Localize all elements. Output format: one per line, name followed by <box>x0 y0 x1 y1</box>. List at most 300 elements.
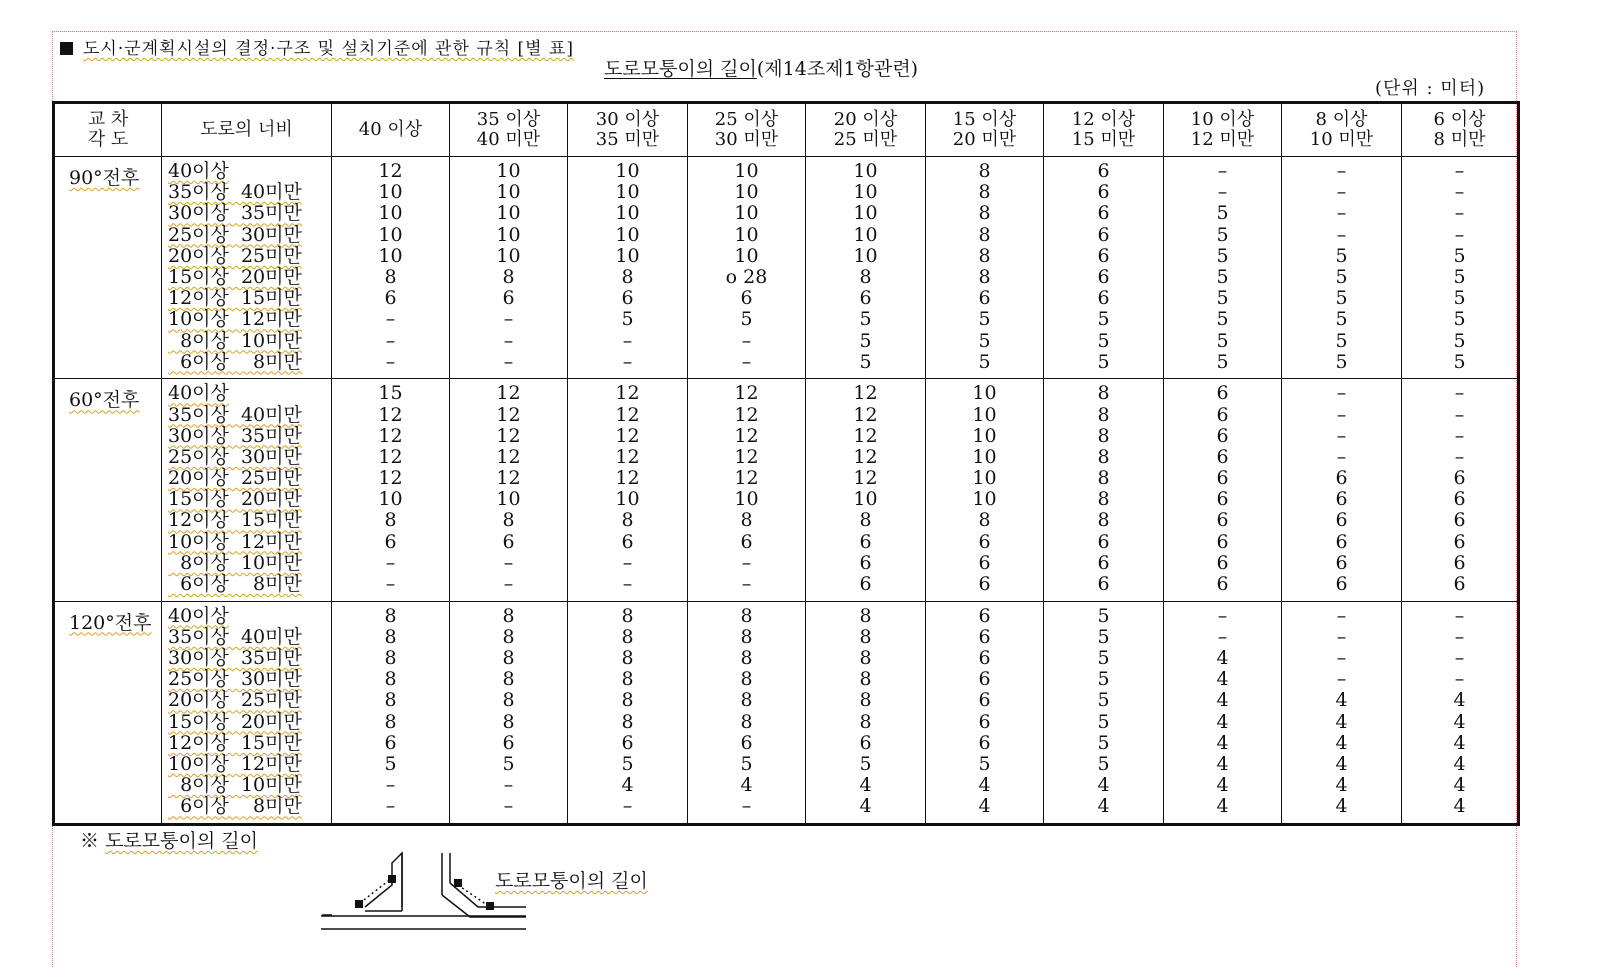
value-column-cell <box>1402 601 1519 824</box>
corner-length-value: 8 <box>859 647 872 669</box>
corner-length-value: – <box>1336 223 1347 246</box>
corner-length-value: 8 <box>1097 403 1110 426</box>
corner-length-value: – <box>385 774 396 797</box>
corner-length-value: 10 <box>496 488 521 511</box>
corner-length-value: 5 <box>1097 710 1110 733</box>
corner-length-value: 4 <box>1216 647 1229 669</box>
corner-length-value: 4 <box>978 774 991 797</box>
corner-length-value: 8 <box>384 710 397 733</box>
corner-length-value: – <box>503 350 514 373</box>
corner-length-value: 8 <box>978 181 991 204</box>
value-column-cell <box>568 379 688 601</box>
corner-length-value: 5 <box>1216 350 1229 373</box>
corner-length-value: 6 <box>1453 509 1466 532</box>
corner-length-value: 10 <box>496 244 521 267</box>
corner-length-value: 10 <box>496 181 521 204</box>
value-column-cell <box>806 157 926 379</box>
corner-length-value: 5 <box>502 752 515 775</box>
corner-length-value: 6 <box>1097 244 1110 267</box>
corner-length-value: 12 <box>615 445 640 468</box>
corner-length-value: 5 <box>978 308 991 331</box>
corner-length-value: 6 <box>978 689 991 712</box>
table-title-main: 도로모퉁이의 길이 <box>604 58 757 80</box>
corner-length-value: 4 <box>1453 689 1466 712</box>
header-text: 8 이상 <box>1315 109 1368 130</box>
corner-length-value: 5 <box>1097 752 1110 775</box>
corner-length-value: 5 <box>1216 308 1229 331</box>
corner-length-value: 8 <box>1097 467 1110 490</box>
corner-length-value: 4 <box>859 774 872 797</box>
document-title: 도시·군계획시설의 결정·구조 및 설치기준에 관한 규칙 [별 표] <box>83 39 575 59</box>
corner-length-value: 10 <box>378 244 403 267</box>
value-column-cell <box>568 157 688 379</box>
corner-length-value: 6 <box>740 287 753 310</box>
corner-length-value: 8 <box>740 689 753 712</box>
value-column-cell <box>1402 157 1519 379</box>
value-column-cell <box>1044 379 1164 601</box>
corner-length-value: 6 <box>978 573 991 595</box>
header-cell <box>806 103 926 157</box>
corner-length-value: – <box>741 795 752 818</box>
corner-length-value: 4 <box>1216 795 1229 818</box>
angle-cell: 120°전후 <box>54 601 162 824</box>
header-text: 25 미만 <box>833 129 898 150</box>
corner-length-value: 8 <box>859 710 872 733</box>
corner-length-value: – <box>741 573 752 595</box>
road-width-label: 6이상 8미만 <box>168 350 302 373</box>
corner-length-value: 6 <box>978 710 991 733</box>
corner-length-value: 8 <box>621 265 634 288</box>
corner-length-value: 6 <box>978 551 991 574</box>
corner-length-value: 6 <box>1216 467 1229 490</box>
header-cell <box>332 103 450 157</box>
corner-length-value: 8 <box>978 509 991 532</box>
header-cell <box>1402 103 1519 157</box>
corner-length-value: 8 <box>978 244 991 267</box>
header-text: 15 이상 <box>952 109 1017 130</box>
corner-length-value: 6 <box>1216 382 1229 405</box>
header-text: 도로의 너비 <box>200 119 293 140</box>
corner-length-value: 6 <box>1097 530 1110 553</box>
road-width-label: 30이상 35미만 <box>168 202 302 225</box>
corner-length-value: 6 <box>978 668 991 691</box>
road-width-label: 25이상 30미만 <box>168 223 302 246</box>
value-column-cell <box>450 379 568 601</box>
corner-length-value: 5 <box>740 308 753 331</box>
corner-length-value: – <box>1454 202 1465 225</box>
corner-length-value: 4 <box>1335 710 1348 733</box>
corner-length-value: 6 <box>1097 265 1110 288</box>
page-margin-top <box>52 31 1517 32</box>
corner-length-value: – <box>1336 202 1347 225</box>
corner-length-value: 12 <box>496 403 521 426</box>
corner-length-value: 12 <box>615 403 640 426</box>
corner-length-value: – <box>1336 424 1347 447</box>
corner-length-value: 5 <box>978 752 991 775</box>
corner-length-value: 6 <box>1335 467 1348 490</box>
value-column-cell <box>1282 601 1402 824</box>
header-text: 40 이상 <box>358 119 423 140</box>
corner-length-value: – <box>385 308 396 331</box>
corner-length-value: 10 <box>972 382 997 405</box>
corner-length-value: 8 <box>740 668 753 691</box>
road-width-label: 20이상 25미만 <box>168 689 302 712</box>
corner-length-value: – <box>1217 625 1228 648</box>
footnote <box>80 826 258 853</box>
road-width-label: 6이상 8미만 <box>168 795 302 818</box>
road-width-label: 40이상 <box>168 160 229 182</box>
corner-length-value: – <box>1454 160 1465 182</box>
corner-length-value: 12 <box>496 445 521 468</box>
corner-length-value: 6 <box>1335 488 1348 511</box>
corner-length-value: 10 <box>853 488 878 511</box>
corner-length-value: 8 <box>859 668 872 691</box>
table-title-ref: (제14조제1항관련) <box>756 58 919 80</box>
corner-length-value: 5 <box>1097 308 1110 331</box>
corner-length-value: 8 <box>740 509 753 532</box>
corner-length-value: – <box>1336 181 1347 204</box>
corner-length-value: 6 <box>384 731 397 754</box>
corner-length-value: 8 <box>978 160 991 182</box>
corner-length-value: 10 <box>378 202 403 225</box>
corner-point-icon <box>454 879 462 887</box>
corner-length-value: 6 <box>978 731 991 754</box>
corner-point-icon <box>486 902 494 910</box>
corner-length-value: 5 <box>1216 244 1229 267</box>
corner-length-value: 6 <box>978 625 991 648</box>
header-text: 30 이상 <box>595 109 660 130</box>
corner-length-value: 10 <box>496 223 521 246</box>
corner-length-value: 5 <box>1216 287 1229 310</box>
corner-length-value: 12 <box>378 160 403 182</box>
corner-length-value: 10 <box>853 181 878 204</box>
corner-length-value: 5 <box>1335 265 1348 288</box>
corner-length-value: – <box>622 350 633 373</box>
corner-length-value: 4 <box>740 774 753 797</box>
corner-length-value: 6 <box>1216 509 1229 532</box>
value-column-cell <box>926 601 1044 824</box>
road-width-label: 35이상 40미만 <box>168 181 302 204</box>
corner-length-value: 10 <box>615 488 640 511</box>
corner-length-value: 8 <box>740 710 753 733</box>
header-text: 12 이상 <box>1071 109 1136 130</box>
corner-length-value: 10 <box>378 181 403 204</box>
value-column-cell <box>332 601 450 824</box>
corner-length-value: 8 <box>384 625 397 648</box>
corner-length-value: 12 <box>853 424 878 447</box>
corner-length-value: 4 <box>1335 752 1348 775</box>
road-width-label: 8이상 10미만 <box>168 329 302 352</box>
corner-length-value: 8 <box>1097 424 1110 447</box>
corner-length-value: 12 <box>378 467 403 490</box>
corner-length-value: 12 <box>734 424 759 447</box>
corner-length-value: 8 <box>502 668 515 691</box>
table-row <box>54 157 1519 379</box>
corner-length-value: 6 <box>1216 488 1229 511</box>
road-width-label: 12이상 15미만 <box>168 509 302 532</box>
corner-length-value: – <box>1336 403 1347 426</box>
value-column-cell <box>1164 379 1282 601</box>
corner-length-value: 12 <box>496 424 521 447</box>
value-column-cell <box>806 379 926 601</box>
corner-length-value: 6 <box>1335 573 1348 595</box>
corner-length-value: 8 <box>859 509 872 532</box>
header-cell <box>54 103 162 157</box>
corner-length-value: 5 <box>621 308 634 331</box>
width-list-cell <box>162 601 332 824</box>
corner-length-value: 8 <box>384 689 397 712</box>
corner-length-value: 10 <box>615 181 640 204</box>
corner-length-value: – <box>1454 668 1465 691</box>
corner-length-value: 5 <box>1335 350 1348 373</box>
corner-length-value: 6 <box>1216 403 1229 426</box>
corner-length-value: 8 <box>978 223 991 246</box>
road-width-label: 15이상 20미만 <box>168 488 302 511</box>
corner-length-value: – <box>385 551 396 574</box>
corner-length-value: 6 <box>1097 551 1110 574</box>
angle-cell: 60°전후 <box>54 379 162 601</box>
corner-length-value: 8 <box>1097 445 1110 468</box>
corner-length-value: 8 <box>384 604 397 627</box>
corner-length-value: 8 <box>502 710 515 733</box>
corner-length-value: 4 <box>1453 731 1466 754</box>
value-column-cell <box>332 379 450 601</box>
document-header <box>60 34 574 59</box>
corner-length-value: 6 <box>502 731 515 754</box>
corner-length-value: 12 <box>378 445 403 468</box>
corner-length-value: 5 <box>859 350 872 373</box>
corner-length-value: 4 <box>978 795 991 818</box>
corner-length-value: 8 <box>384 509 397 532</box>
corner-length-value: 4 <box>1216 689 1229 712</box>
corner-length-value: 5 <box>859 752 872 775</box>
header-text: 각 도 <box>87 129 129 150</box>
corner-length-value: 4 <box>1453 774 1466 797</box>
corner-length-value: 8 <box>384 647 397 669</box>
value-column-cell <box>688 601 806 824</box>
corner-length-value: 6 <box>621 731 634 754</box>
corner-length-value: 10 <box>378 223 403 246</box>
corner-length-value: – <box>385 350 396 373</box>
corner-length-value: – <box>1336 625 1347 648</box>
value-column-cell <box>926 379 1044 601</box>
corner-length-value: 10 <box>734 244 759 267</box>
diagram-label: 도로모퉁이의 길이 <box>495 870 648 892</box>
header-text: 20 미만 <box>952 129 1017 150</box>
header-text: 20 이상 <box>833 109 898 130</box>
corner-length-value: 8 <box>1097 382 1110 405</box>
corner-length-value: 5 <box>384 752 397 775</box>
corner-length-value: 4 <box>1216 752 1229 775</box>
corner-length-value: 8 <box>859 625 872 648</box>
corner-length-value: 10 <box>972 467 997 490</box>
corner-length-value: 5 <box>978 350 991 373</box>
corner-length-value: – <box>1454 647 1465 669</box>
corner-length-value: 6 <box>1453 551 1466 574</box>
corner-length-value: – <box>622 795 633 818</box>
corner-length-value: 5 <box>1216 202 1229 225</box>
corner-length-value: 6 <box>1335 530 1348 553</box>
header-text: 30 미만 <box>714 129 779 150</box>
road-width-label: 15이상 20미만 <box>168 710 302 733</box>
corner-length-value: – <box>503 329 514 352</box>
table-title <box>604 54 918 81</box>
road-width-label: 10이상 12미만 <box>168 308 302 331</box>
corner-length-value: – <box>622 329 633 352</box>
corner-length-value: 6 <box>1097 287 1110 310</box>
corner-length-value: 10 <box>615 223 640 246</box>
corner-length-value: – <box>1336 668 1347 691</box>
header-cell <box>568 103 688 157</box>
header-text: 35 이상 <box>476 109 541 130</box>
corner-length-value: 6 <box>1335 551 1348 574</box>
header-text: 10 이상 <box>1190 109 1255 130</box>
corner-length-value: 5 <box>978 329 991 352</box>
corner-length-value: 8 <box>502 604 515 627</box>
corner-length-value: 6 <box>859 551 872 574</box>
corner-length-value: 5 <box>1097 731 1110 754</box>
corner-length-value: 6 <box>1216 445 1229 468</box>
corner-length-value: 5 <box>1097 668 1110 691</box>
corner-length-value: 4 <box>1216 668 1229 691</box>
corner-length-value: 6 <box>859 573 872 595</box>
corner-length-value: 4 <box>859 795 872 818</box>
corner-length-value: 6 <box>859 731 872 754</box>
corner-length-value: 5 <box>1097 329 1110 352</box>
corner-length-value: 5 <box>1335 308 1348 331</box>
corner-length-value: 8 <box>859 689 872 712</box>
value-column-cell <box>806 601 926 824</box>
corner-length-value: – <box>741 350 752 373</box>
corner-length-value: 5 <box>1335 329 1348 352</box>
header-cell <box>688 103 806 157</box>
header-cell <box>1044 103 1164 157</box>
corner-length-value: 6 <box>1453 488 1466 511</box>
corner-length-value: 5 <box>859 329 872 352</box>
corner-length-value: 10 <box>615 160 640 182</box>
corner-length-value: 12 <box>853 403 878 426</box>
corner-length-value: – <box>1454 424 1465 447</box>
corner-length-value: 4 <box>1097 795 1110 818</box>
corner-length-value: 5 <box>1216 265 1229 288</box>
corner-length-value: – <box>741 329 752 352</box>
value-column-cell <box>1164 601 1282 824</box>
corner-length-value: 8 <box>384 265 397 288</box>
corner-length-value: 12 <box>853 382 878 405</box>
angle-cell: 90°전후 <box>54 157 162 379</box>
table-row <box>54 601 1519 824</box>
corner-length-value: 10 <box>496 160 521 182</box>
note-mark: ※ <box>80 830 100 852</box>
corner-length-value: 4 <box>1097 774 1110 797</box>
corner-length-value: 6 <box>1216 573 1229 595</box>
road-width-label: 30이상 35미만 <box>168 647 302 669</box>
corner-length-value: 6 <box>1097 223 1110 246</box>
corner-length-value: 5 <box>1453 265 1466 288</box>
header-cell <box>162 103 332 157</box>
value-column-cell <box>1282 157 1402 379</box>
corner-length-value: 8 <box>621 604 634 627</box>
corner-length-value: 5 <box>1097 647 1110 669</box>
corner-length-value: 10 <box>853 160 878 182</box>
corner-length-value: 12 <box>853 467 878 490</box>
corner-length-value: 12 <box>734 382 759 405</box>
corner-length-value: 10 <box>853 223 878 246</box>
corner-length-value: – <box>1454 382 1465 405</box>
corner-length-value: 12 <box>615 382 640 405</box>
corner-length-value: 10 <box>378 488 403 511</box>
corner-length-value: 8 <box>621 668 634 691</box>
value-column-cell <box>1402 379 1519 601</box>
corner-length-value: 4 <box>1216 774 1229 797</box>
corner-length-value: 6 <box>978 604 991 627</box>
corner-length-value: 5 <box>1097 689 1110 712</box>
corner-length-value: 8 <box>502 689 515 712</box>
corner-length-value: – <box>1454 403 1465 426</box>
corner-length-value: 12 <box>615 424 640 447</box>
corner-length-value: 10 <box>615 244 640 267</box>
value-column-cell <box>1044 157 1164 379</box>
road-width-label: 30이상 35미만 <box>168 424 302 447</box>
corner-length-value: 6 <box>384 287 397 310</box>
corner-length-value: 5 <box>740 752 753 775</box>
corner-length-table <box>52 101 1520 826</box>
corner-length-value: 10 <box>853 202 878 225</box>
corner-length-value: – <box>385 573 396 595</box>
corner-length-value: 8 <box>502 509 515 532</box>
value-column-cell <box>450 157 568 379</box>
corner-length-value: – <box>385 329 396 352</box>
value-column-cell <box>568 601 688 824</box>
corner-length-value: 5 <box>1453 244 1466 267</box>
corner-length-value: – <box>622 551 633 574</box>
corner-length-value: 6 <box>1453 530 1466 553</box>
corner-length-value: 6 <box>1335 509 1348 532</box>
corner-length-value: 12 <box>853 445 878 468</box>
road-width-label: 15이상 20미만 <box>168 265 302 288</box>
corner-length-value: – <box>1454 604 1465 627</box>
corner-length-value: 5 <box>1453 287 1466 310</box>
header-cell <box>1282 103 1402 157</box>
corner-length-value: 8 <box>740 625 753 648</box>
square-bullet-icon <box>60 42 73 55</box>
corner-length-value: 8 <box>621 647 634 669</box>
road-width-label: 25이상 30미만 <box>168 668 302 691</box>
road-width-label: 35이상 40미만 <box>168 625 302 648</box>
corner-length-value: 6 <box>1453 573 1466 595</box>
value-column-cell <box>1044 601 1164 824</box>
corner-length-value: – <box>1217 604 1228 627</box>
road-width-label: 12이상 15미만 <box>168 731 302 754</box>
header-text: 35 미만 <box>595 129 660 150</box>
corner-length-value: 6 <box>740 530 753 553</box>
corner-point-icon <box>388 875 396 883</box>
header-text: 10 미만 <box>1309 129 1374 150</box>
corner-length-value: 4 <box>1335 795 1348 818</box>
road-width-label: 10이상 12미만 <box>168 530 302 553</box>
corner-length-value: – <box>1336 160 1347 182</box>
corner-length-value: 8 <box>384 668 397 691</box>
corner-length-value: 10 <box>734 160 759 182</box>
corner-length-value: 6 <box>502 530 515 553</box>
corner-length-value: – <box>503 774 514 797</box>
corner-length-value: 12 <box>496 467 521 490</box>
corner-length-value: 6 <box>384 530 397 553</box>
road-width-label: 12이상 15미만 <box>168 287 302 310</box>
corner-length-value: 8 <box>740 604 753 627</box>
header-text: 8 미만 <box>1433 129 1486 150</box>
road-width-label: 35이상 40미만 <box>168 403 302 426</box>
